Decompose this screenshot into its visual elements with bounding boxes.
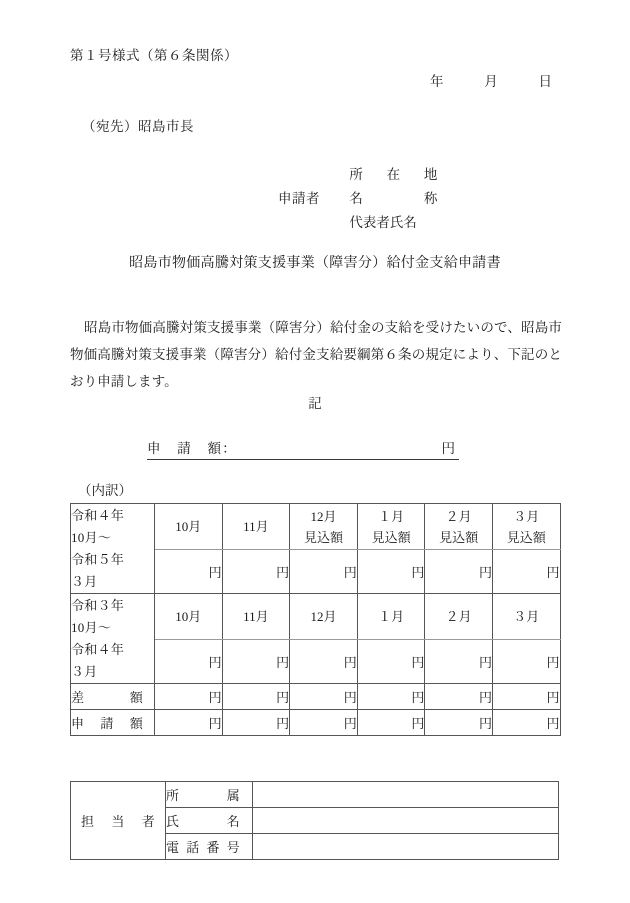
applicant-field-address-label: 所 在 地 (349, 167, 438, 182)
month-header-cell (155, 594, 223, 640)
difference-amount-cell[interactable]: 円 (357, 684, 425, 710)
month-header-cell (425, 504, 493, 550)
month-header-line2: 見込額 (506, 529, 546, 545)
month-header-cell (357, 504, 425, 550)
contact-field-text: 氏名 (166, 814, 240, 829)
period-label-cell-2 (71, 594, 155, 684)
month-header-line1: ３月 (513, 609, 540, 624)
period-line-1-3: 令和５年 (71, 551, 125, 567)
addressee-line: （宛先）昭島市長 (82, 119, 194, 134)
application-amount-colon: ： (222, 441, 236, 456)
period-line-1-1: 令和４年 (71, 507, 125, 523)
application-amount-cell[interactable]: 円 (290, 710, 358, 736)
month-header-line1: 11月 (243, 609, 269, 624)
month-header-line1: １月 (378, 508, 405, 524)
month-header-cell (492, 504, 560, 550)
application-amount-cell[interactable]: 円 (155, 710, 223, 736)
difference-label-cell (71, 684, 155, 710)
application-amount-cell[interactable]: 円 (222, 710, 290, 736)
month-header-line1: １月 (378, 609, 405, 624)
contact-value-phone[interactable] (253, 834, 559, 860)
application-label-cell (71, 710, 155, 736)
period-line-2-3: 令和４年 (71, 641, 125, 657)
month-header-cell (290, 504, 358, 550)
month-header-line1: ２月 (445, 609, 472, 624)
month-header-line1: 12月 (310, 609, 337, 624)
month-header-line1: 10月 (175, 609, 202, 624)
difference-amount-cell[interactable]: 円 (492, 684, 560, 710)
applicant-field-representative-label: 代表者氏名 (349, 215, 417, 230)
contact-value-affiliation[interactable] (253, 782, 559, 808)
application-amount-label: 申請額 (147, 441, 221, 456)
amount-input-cell[interactable]: 円 (425, 550, 493, 594)
application-amount-cell[interactable]: 円 (425, 710, 493, 736)
application-amount-cell[interactable]: 円 (357, 710, 425, 736)
difference-amount-cell[interactable]: 円 (290, 684, 358, 710)
period-line-1-2: 10月～ (71, 529, 112, 545)
breakdown-table (70, 503, 561, 736)
application-amount-line (147, 437, 459, 460)
applicant-row-name (278, 187, 437, 211)
amount-input-cell[interactable]: 円 (357, 640, 425, 684)
form-number: 第１号様式（第６条関係） (70, 48, 238, 63)
date-year-label: 年 (430, 74, 444, 89)
month-header-cell (492, 594, 560, 640)
month-header-line2: 見込額 (439, 529, 479, 545)
body-paragraph: 昭島市物価高騰対策支援事業（障害分）給付金の支給を受けたいので、昭島市物価高騰対策支援事業（障害分）給付金支給要綱第６条の規定により、下記のとおり申請します。 (70, 320, 562, 389)
difference-amount-cell[interactable]: 円 (155, 684, 223, 710)
date-line (430, 72, 552, 92)
contact-person-label-cell (71, 782, 166, 860)
ki-mark: 記 (308, 396, 322, 411)
month-header-line2: 見込額 (303, 529, 343, 545)
application-label: 申請額 (71, 716, 143, 731)
date-day-label: 日 (538, 74, 552, 89)
applicant-row-representative (278, 211, 437, 235)
date-month-label: 月 (484, 74, 498, 89)
contact-field-label-phone (166, 834, 253, 860)
period-line-2-2: 10月～ (71, 619, 112, 635)
amount-input-cell[interactable]: 円 (492, 640, 560, 684)
table-row (71, 684, 561, 710)
amount-input-cell[interactable]: 円 (290, 550, 358, 594)
month-header-cell (155, 504, 223, 550)
amount-input-cell[interactable]: 円 (155, 550, 223, 594)
applicant-block (278, 163, 437, 235)
month-header-line1: 12月 (310, 508, 337, 524)
amount-input-cell[interactable]: 円 (425, 640, 493, 684)
amount-input-cell[interactable]: 円 (357, 550, 425, 594)
application-amount-unit: 円 (441, 441, 455, 456)
applicant-row-address (278, 163, 437, 187)
month-header-line1: 11月 (243, 519, 269, 534)
amount-input-cell[interactable]: 円 (222, 640, 290, 684)
application-amount-cell[interactable]: 円 (492, 710, 560, 736)
applicant-field-name-label: 名 称 (349, 191, 438, 206)
month-header-cell (290, 594, 358, 640)
month-header-cell (222, 504, 290, 550)
contact-value-name[interactable] (253, 808, 559, 834)
table-row (71, 594, 561, 640)
period-line-2-4: ３月 (71, 663, 98, 679)
amount-input-cell[interactable]: 円 (492, 550, 560, 594)
contact-field-label-name (166, 808, 253, 834)
table-row (71, 782, 559, 808)
applicant-lead-label: 申請者 (278, 191, 320, 206)
difference-label: 差額 (71, 690, 143, 705)
month-header-cell (425, 594, 493, 640)
month-header-cell (222, 594, 290, 640)
contact-table (70, 781, 559, 860)
period-line-2-1: 令和３年 (71, 597, 125, 613)
month-header-line1: ３月 (513, 508, 540, 524)
difference-amount-cell[interactable]: 円 (425, 684, 493, 710)
contact-field-text: 電話番号 (166, 840, 240, 855)
month-header-line1: ２月 (445, 508, 472, 524)
page-title: 昭島市物価高騰対策支援事業（障害分）給付金支給申請書 (129, 256, 501, 271)
month-header-line1: 10月 (175, 519, 202, 534)
month-header-cell (357, 594, 425, 640)
period-line-1-4: ３月 (71, 573, 98, 589)
amount-input-cell[interactable]: 円 (155, 640, 223, 684)
contact-field-text: 所属 (166, 788, 240, 803)
difference-amount-cell[interactable]: 円 (222, 684, 290, 710)
period-label-cell-1 (71, 504, 155, 594)
breakdown-label: （内訳） (78, 483, 132, 498)
contact-person-label: 担当者 (81, 814, 155, 829)
amount-input-cell[interactable]: 円 (290, 640, 358, 684)
month-header-line2: 見込額 (371, 529, 411, 545)
contact-field-label-affiliation (166, 782, 253, 808)
table-row (71, 710, 561, 736)
amount-input-cell[interactable]: 円 (222, 550, 290, 594)
table-row (71, 504, 561, 550)
